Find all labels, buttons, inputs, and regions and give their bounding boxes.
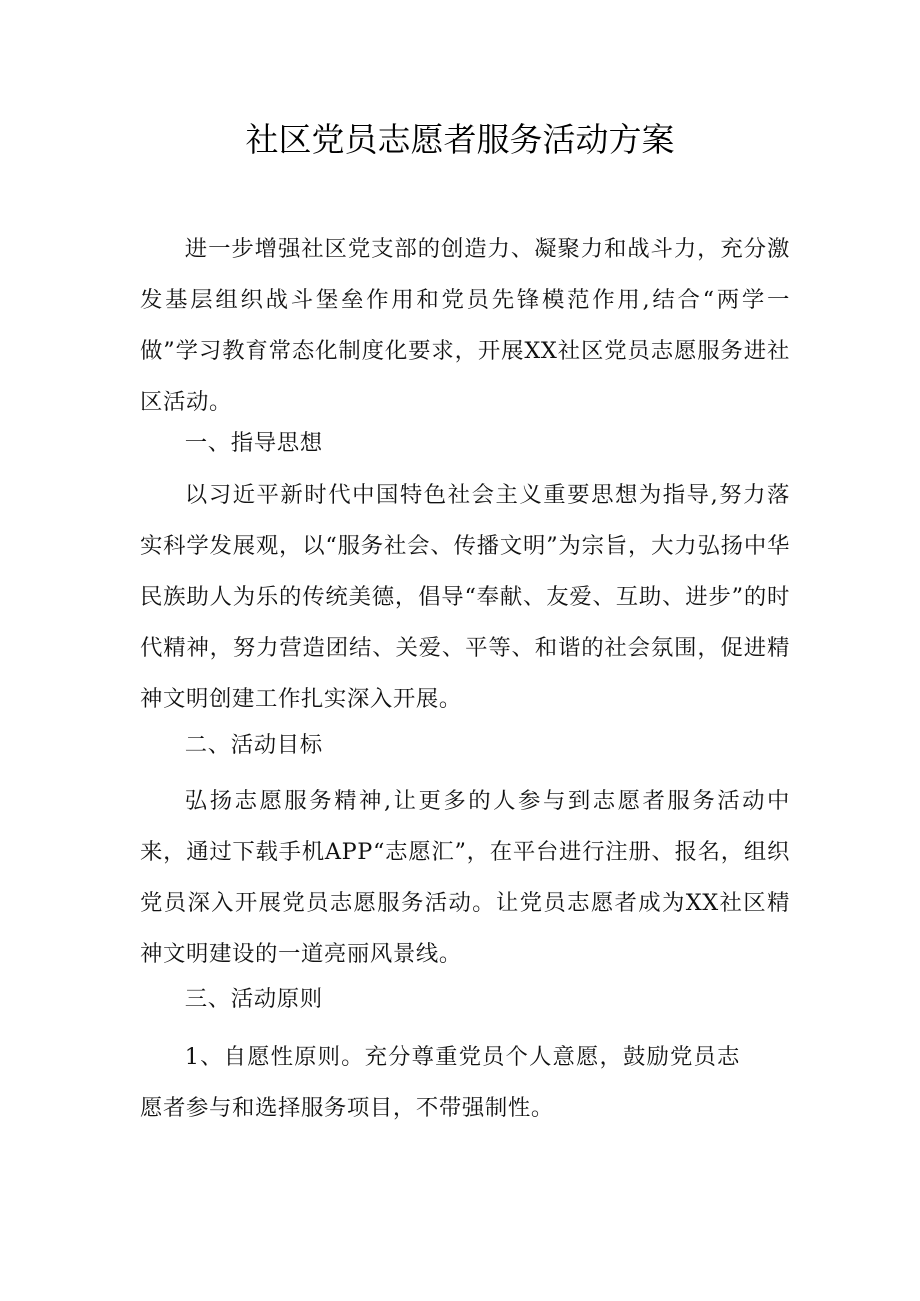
section-heading-guiding-ideology: 一、指导思想 [184,430,323,456]
section-heading-activity-principles: 三、活动原则 [184,986,323,1012]
section-body-activity-principles: 1、自愿性原则。充分尊重党员个人意愿，鼓励党员志愿者参与和选择服务项目，不带强制性。 [140,1044,740,1121]
section-heading-activity-goals: 二、活动目标 [184,732,323,758]
section-body-activity-goals: 弘扬志愿服务精神,让更多的人参与到志愿者服务活动中来，通过下载手机APP“志愿汇”，在平台进行注册、报名，组织党员深入开展党员志愿服务活动。让党员志愿者成为XX社区精神文明建设的一道亮丽风景线。 [140,788,790,967]
document-title: 社区党员志愿者服务活动方案 [245,120,675,159]
intro-paragraph: 进一步增强社区党支部的创造力、凝聚力和战斗力，充分激发基层组织战斗堡垒作用和党员先锋模范作用,结合“两学一做”学习教育常态化制度化要求，开展XX社区党员志愿服务进社区活动。 [140,236,790,415]
section-body-guiding-ideology: 以习近平新时代中国特色社会主义重要思想为指导,努力落实科学发展观，以“服务社会、传播文明”为宗旨，大力弘扬中华民族助人为乐的传统美德，倡导“奉献、友爱、互助、进步”的时代精神，努力营造团结、关爱、平等、和谐的社会氛围，促进精神文明创建工作扎实深入开展。 [140,482,790,712]
